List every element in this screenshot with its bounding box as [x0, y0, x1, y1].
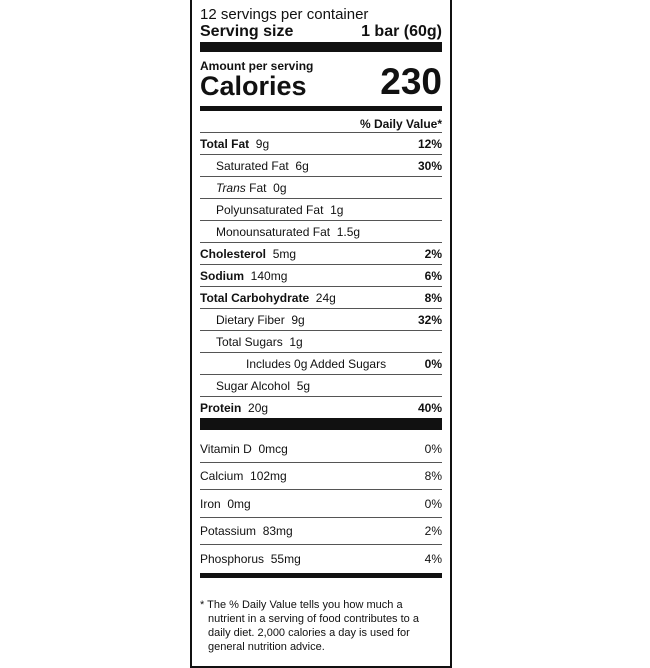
nutrient-row-polyunsaturated-fat — [200, 198, 442, 220]
nutrient-dv: 6% — [424, 268, 442, 283]
vitamin-row-potassium — [200, 517, 442, 544]
nutrient-name: Includes 0g Added Sugars — [246, 356, 387, 371]
amount-per-serving: Amount per serving — [200, 59, 314, 73]
nutrient-name: Saturated Fat 6g — [216, 158, 309, 173]
vitamin-row-calcium — [200, 462, 442, 489]
nutrient-name: Trans Fat 0g — [216, 180, 287, 195]
vitamin-name: Vitamin D 0mcg — [200, 442, 288, 456]
vitamin-name: Calcium 102mg — [200, 469, 287, 483]
serving-size-value: 1 bar (60g) — [361, 23, 442, 40]
nutrient-dv: 8% — [424, 290, 442, 305]
nutrient-name: Sugar Alcohol 5g — [216, 378, 311, 393]
nutrient-name: Total Fat 9g — [200, 136, 270, 151]
vitamin-dv: 2% — [424, 524, 442, 538]
nutrient-name: Cholesterol 5mg — [200, 246, 297, 261]
nutrient-dv: 30% — [417, 158, 442, 173]
nutrient-name: Dietary Fiber 9g — [216, 312, 305, 327]
nutrient-name: Polyunsaturated Fat 1g — [216, 202, 344, 217]
vitamin-dv: 8% — [424, 469, 442, 483]
nutrient-dv: 12% — [417, 136, 442, 151]
vitamin-dv: 4% — [424, 551, 442, 566]
daily-value-header: % Daily Value* — [359, 117, 442, 131]
nutrient-row-total-sugars — [200, 330, 442, 352]
nutrient-name: Total Sugars 1g — [216, 334, 303, 349]
serving-size-label: Serving size — [200, 23, 294, 40]
footnote-text: * The % Daily Value tells you how much a nutrient in a serving of food contributes to a daily diet. 2,000 calories a day is used for general nutrition advice. — [200, 599, 419, 653]
nutrient-row-added-sugars — [200, 352, 442, 374]
daily-value-footnote — [200, 598, 442, 654]
nutrient-dv: 2% — [424, 246, 442, 261]
nutrient-name: Sodium 140mg — [200, 268, 288, 283]
nutrient-row-total-fat — [200, 132, 442, 154]
nutrient-dv: 32% — [417, 312, 442, 327]
thick-divider — [200, 42, 442, 52]
nutrient-row-monounsaturated-fat — [200, 220, 442, 242]
calories-label: Calories — [200, 71, 307, 101]
nutrient-row-saturated-fat — [200, 154, 442, 176]
nutrient-dv: 40% — [417, 400, 442, 415]
vitamin-name: Iron 0mg — [200, 496, 251, 511]
vitamin-row-vitamin-d — [200, 436, 442, 462]
vitamin-name: Phosphorus 55mg — [200, 551, 301, 566]
vitamin-row-iron — [200, 489, 442, 517]
nutrient-name: Protein 20g — [200, 400, 269, 415]
nutrient-row-sugar-alcohol — [200, 374, 442, 396]
nutrient-row-cholesterol — [200, 242, 442, 264]
serving-size-row — [200, 23, 442, 41]
vitamin-dv: 0% — [424, 496, 442, 511]
nutrient-row-trans-fat — [200, 176, 442, 198]
medium-divider — [200, 106, 442, 111]
servings-per-container: 12 servings per container — [200, 6, 369, 23]
nutrition-facts-label — [190, 0, 452, 668]
vitamin-name: Potassium 83mg — [200, 524, 293, 538]
nutrient-row-sodium — [200, 264, 442, 286]
nutrient-name: Monounsaturated Fat 1.5g — [216, 224, 361, 239]
medium-divider — [200, 573, 442, 578]
nutrient-dv: 0% — [424, 356, 442, 371]
vitamin-row-phosphorus — [200, 544, 442, 572]
label-content — [200, 0, 442, 666]
nutrient-name: Total Carbohydrate 24g — [200, 290, 336, 305]
nutrient-row-dietary-fiber — [200, 308, 442, 330]
nutrient-row-protein — [200, 396, 442, 418]
vitamin-dv: 0% — [424, 442, 442, 456]
thick-divider — [200, 418, 442, 430]
nutrient-row-total-carbohydrate — [200, 286, 442, 308]
calories-value: 230 — [380, 61, 442, 102]
